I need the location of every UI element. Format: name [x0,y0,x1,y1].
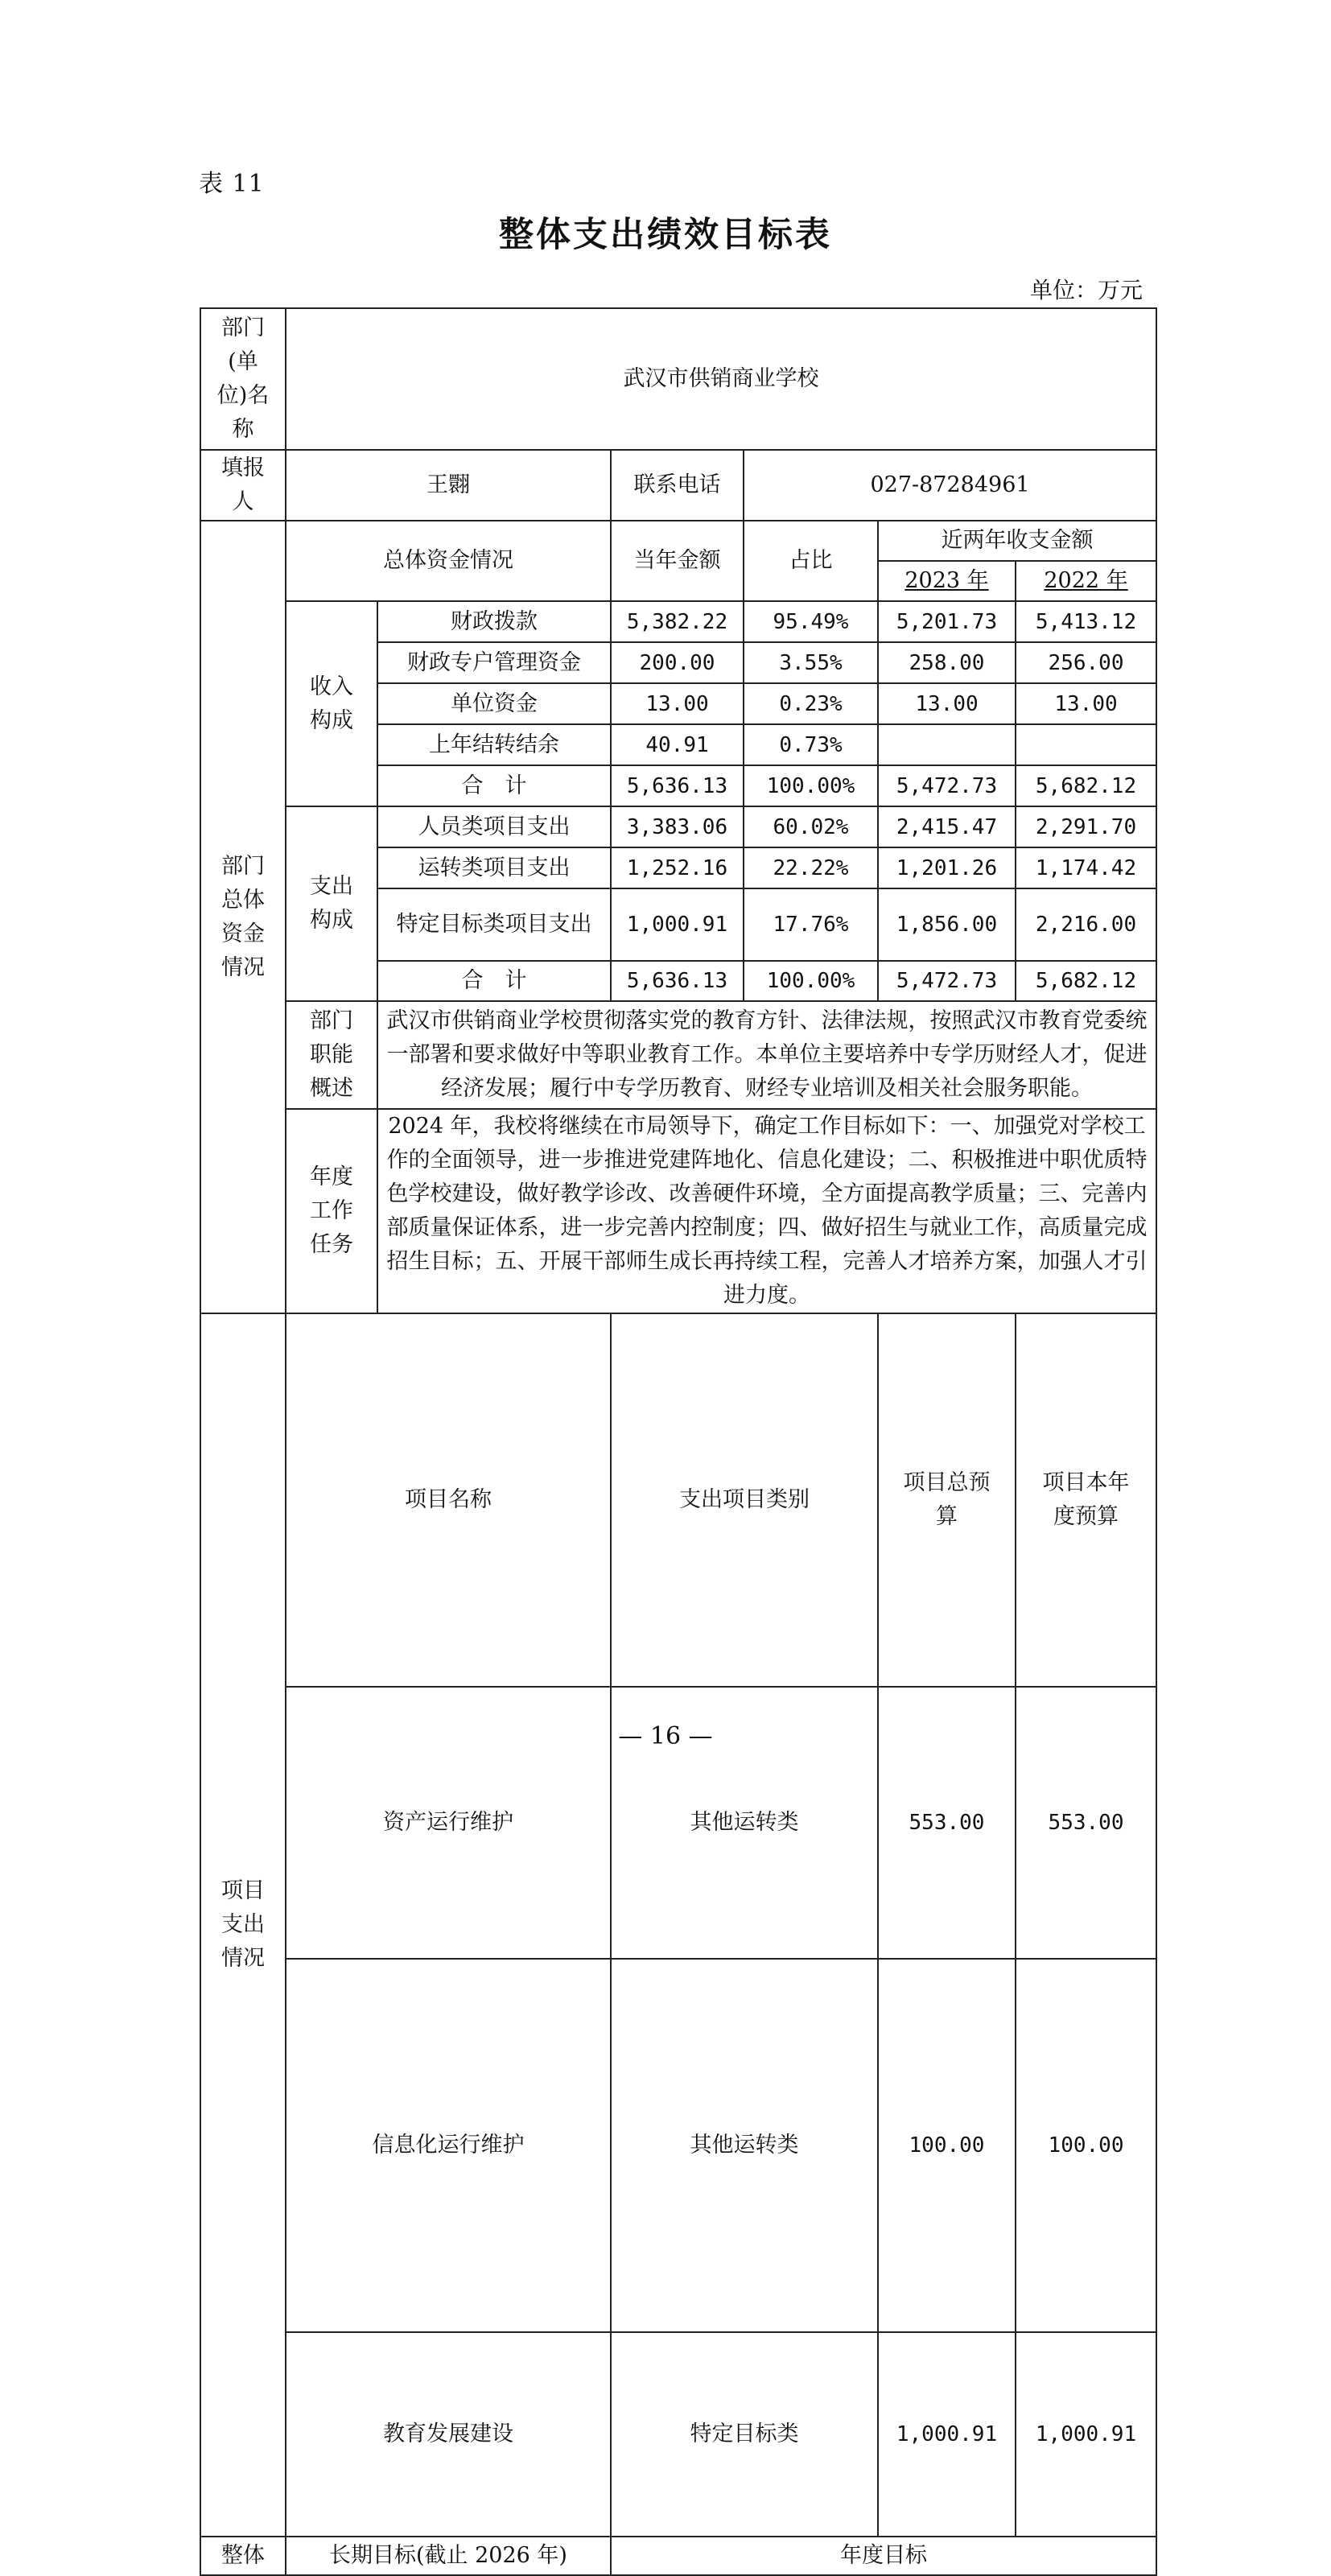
ratio: 22.22% [744,847,878,888]
project-annual-header: 项目本年度预算 [1016,1313,1156,1687]
label-line: 资金 [221,921,265,946]
amount-2022: 5,413.12 [1016,601,1156,642]
current-amount: 5,636.13 [611,961,744,1001]
year-text: 2022 年 [1044,568,1128,593]
table-number-label: 表 11 [199,170,265,198]
label-line: 项目 [221,1878,265,1903]
label-line: 任务 [310,1232,353,1257]
label-line: 填报 [221,455,265,480]
amount-2022: 2,291.70 [1016,806,1156,847]
label-line: 部门 [221,853,265,879]
reporter-row [200,450,1156,521]
projects-header-row [200,1313,1156,1687]
label-line: 支出 [310,874,353,899]
reporter-label [200,450,286,521]
annual-tasks-text: 2024 年，我校将继续在市局领导下，确定工作目标如下：一、加强党对学校工作的全面领导，进一步推进党建阵地化、信息化建设；二、积极推进中职优质特色学校建设，做好教学诊改、改善硬件环境，全方面提高教学质量；三、完善内部质量保证体系，进一步完善内控制度；四、做好招生与就业工作，高质量完成招生目标；五、开展干部师生成长再持续工程，完善人才培养方案，加强人才引进力度。 [377,1109,1156,1313]
item-name: 人员类项目支出 [377,806,611,847]
item-name: 合 计 [377,961,611,1001]
ratio: 100.00% [744,961,878,1001]
overall-goal-label: 整体 [200,2537,286,2575]
functions-label [286,1001,377,1109]
amount-2022: 5,682.12 [1016,765,1156,806]
performance-target-table [200,307,1157,2576]
project-category: 其他运转类 [611,1959,878,2332]
annual-tasks-row [200,1109,1156,1313]
project-total-header: 项目总预算 [878,1313,1016,1687]
table-row [200,601,1156,642]
ratio: 60.02% [744,806,878,847]
ratio: 17.76% [744,888,878,961]
year-2023-header [878,561,1016,601]
year-2022-header [1016,561,1156,601]
dept-name-value: 武汉市供销商业学校 [286,308,1156,450]
overall-goal-row [200,2537,1156,2575]
item-name: 运转类项目支出 [377,847,611,888]
project-total: 1,000.91 [878,2332,1016,2537]
annual-tasks-label [286,1109,377,1313]
project-category: 特定目标类 [611,2332,878,2537]
table-row [200,1959,1156,2332]
ratio: 3.55% [744,642,878,683]
overall-funds-header: 总体资金情况 [286,521,611,601]
amount-2022: 1,174.42 [1016,847,1156,888]
projects-section-label [200,1313,286,2537]
current-amount: 1,000.91 [611,888,744,961]
year-text: 2023 年 [905,568,989,593]
amount-2023: 13.00 [878,683,1016,724]
income-label [286,601,377,806]
dept-name-label [200,308,286,450]
project-category-header: 支出项目类别 [611,1313,878,1687]
reporter-name: 王翾 [286,450,611,521]
current-amount: 5,382.22 [611,601,744,642]
amount-2023: 258.00 [878,642,1016,683]
label-line: 人 [232,489,254,514]
unit-note: 单位：万元 [1029,277,1143,303]
ratio: 0.73% [744,724,878,765]
amount-2022: 256.00 [1016,642,1156,683]
item-name: 单位资金 [377,683,611,724]
project-name: 信息化运行维护 [286,1959,611,2332]
amount-2022: 5,682.12 [1016,961,1156,1001]
amount-2023: 5,472.73 [878,765,1016,806]
ratio-header: 占比 [744,521,878,601]
ratio: 100.00% [744,765,878,806]
long-term-goal-header: 长期目标(截止 2026 年) [286,2537,611,2575]
label-line: (单 [228,349,258,374]
amount-2023: 5,201.73 [878,601,1016,642]
label-line: 部门 [310,1008,353,1033]
amount-2023: 1,201.26 [878,847,1016,888]
item-name: 财政专户管理资金 [377,642,611,683]
project-name-header: 项目名称 [286,1313,611,1687]
amount-2023: 1,856.00 [878,888,1016,961]
item-name: 财政拨款 [377,601,611,642]
expense-label [286,806,377,1001]
ratio: 0.23% [744,683,878,724]
project-name: 教育发展建设 [286,2332,611,2537]
annual-goal-header: 年度目标 [611,2537,1156,2575]
funds-section-label [200,521,286,1313]
label-line: 部门 [221,315,265,340]
label-line: 称 [232,417,254,442]
label-line: 情况 [221,1946,265,1971]
current-amount: 1,252.16 [611,847,744,888]
current-amount: 5,636.13 [611,765,744,806]
page-title: 整体支出绩效目标表 [499,215,832,255]
amount-2022: 13.00 [1016,683,1156,724]
label-line: 年度 [310,1164,353,1189]
recent-years-header: 近两年收支金额 [878,521,1156,561]
functions-row [200,1001,1156,1109]
page-number: — 16 — [618,1722,713,1750]
item-name: 合 计 [377,765,611,806]
label-line: 收入 [310,674,353,699]
amount-2022: 2,216.00 [1016,888,1156,961]
item-name: 特定目标类项目支出 [377,888,611,961]
project-annual: 1,000.91 [1016,2332,1156,2537]
label-line: 职能 [310,1042,353,1067]
current-amount: 40.91 [611,724,744,765]
project-annual: 100.00 [1016,1959,1156,2332]
current-amount-header: 当年金额 [611,521,744,601]
amount-2022 [1016,724,1156,765]
label-line: 情况 [221,954,265,980]
project-total: 553.00 [878,1687,1016,1959]
label-line: 概述 [310,1076,353,1101]
project-annual: 553.00 [1016,1687,1156,1959]
current-amount: 13.00 [611,683,744,724]
label-line: 支出 [221,1912,265,1937]
dept-name-row [200,308,1156,450]
label-line: 构成 [310,908,353,933]
amount-2023: 5,472.73 [878,961,1016,1001]
current-amount: 3,383.06 [611,806,744,847]
amount-2023 [878,724,1016,765]
phone-value: 027-87284961 [744,450,1156,521]
funds-header-row [200,521,1156,561]
item-name: 上年结转结余 [377,724,611,765]
ratio: 95.49% [744,601,878,642]
project-name: 资产运行维护 [286,1687,611,1959]
phone-label: 联系电话 [611,450,744,521]
project-total: 100.00 [878,1959,1016,2332]
table-row [200,2332,1156,2537]
label-line: 构成 [310,707,353,733]
project-category: 其他运转类 [611,1687,878,1959]
amount-2023: 2,415.47 [878,806,1016,847]
label-line: 工作 [310,1198,353,1223]
current-amount: 200.00 [611,642,744,683]
label-line: 位)名 [216,383,270,408]
label-line: 总体 [221,887,265,913]
table-row [200,806,1156,847]
functions-text: 武汉市供销商业学校贯彻落实党的教育方针、法律法规，按照武汉市教育党委统一部署和要求做好中等职业教育工作。本单位主要培养中专学历财经人才，促进经济发展；履行中专学历教育、财经专业培训及相关社会服务职能。 [377,1001,1156,1109]
